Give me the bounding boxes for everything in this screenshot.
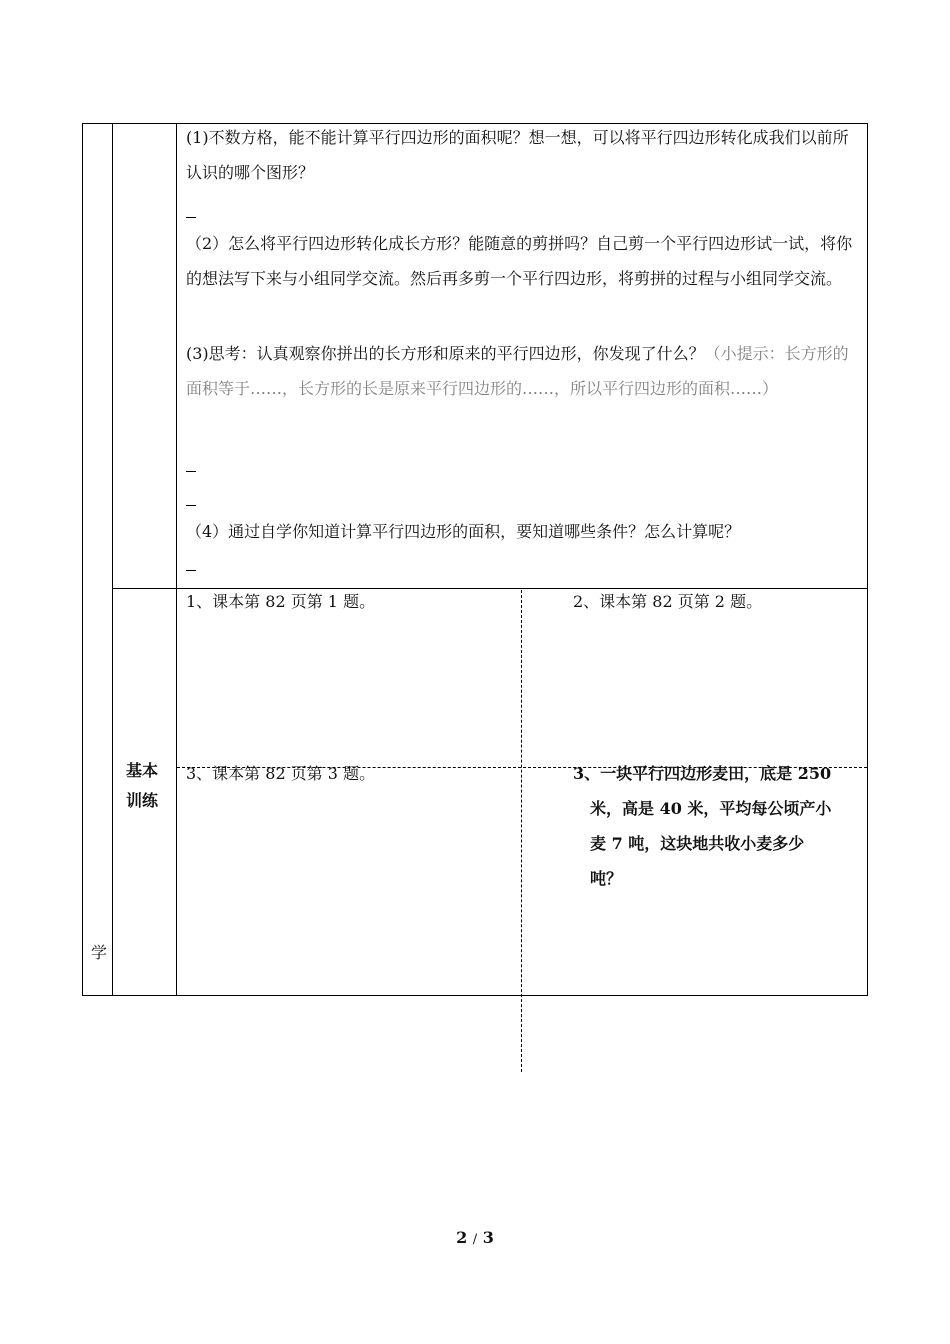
question-3-text: (3)思考：认真观察你拼出的长方形和原来的平行四边形，你发现了什么？	[186, 344, 705, 363]
answer-blank-4[interactable]	[186, 570, 196, 571]
exercise-4	[573, 756, 865, 896]
table-left-border	[82, 123, 83, 996]
question-3	[186, 336, 862, 406]
exercise-4-line3: 麦 7 吨，这块地共收小麦多少	[590, 834, 805, 853]
section-label-line2: 训练	[126, 791, 159, 810]
exercise-4-line4: 吨？	[590, 869, 623, 888]
exercise-4-line1: 3、一块平行四边形麦田，底是 250	[573, 764, 832, 783]
exercise-4-line2: 米，高是 40 米，平均每公顷产小	[590, 799, 832, 818]
page-separator: /	[472, 1232, 478, 1247]
answer-blank-2[interactable]	[186, 471, 196, 472]
exercise-3: 3、课本第 82 页第 3 题。	[186, 764, 376, 783]
question-2: （2）怎么将平行四边形转化成长方形？能随意的剪拼吗？自己剪一个平行四边形试一试，将你的想法写下来与小组同学交流。然后再多剪一个平行四边形，将剪拼的过程与小组同学交流。	[186, 234, 853, 288]
table-bottom-border	[82, 995, 868, 996]
table-right-border	[867, 123, 868, 996]
answer-blank-1[interactable]	[186, 217, 196, 218]
page-number	[0, 1228, 950, 1247]
side-label: 学	[91, 943, 108, 962]
section-label-line1: 基本	[126, 761, 159, 780]
page-total: 3	[482, 1228, 494, 1247]
exercise-1: 1、课本第 82 页第 1 题。	[186, 592, 376, 611]
question-4: （4）通过自学你知道计算平行四边形的面积，要知道哪些条件？怎么计算呢？	[186, 522, 741, 541]
answer-blank-3[interactable]	[186, 505, 196, 506]
page-current: 2	[456, 1228, 468, 1247]
question-3-hint: （小提示：长方形的面积等于……，长方形的长是原来平行四边形的……，所以平行四边形的面积……）	[186, 344, 849, 398]
dashed-vertical-divider	[521, 590, 522, 1072]
col-divider-2	[176, 123, 177, 996]
question-1: (1)不数方格，能不能计算平行四边形的面积呢？想一想，可以将平行四边形转化成我们以前所认识的哪个图形？	[186, 128, 849, 182]
exercise-2: 2、课本第 82 页第 2 题。	[573, 592, 763, 611]
col-divider-1	[112, 123, 113, 996]
